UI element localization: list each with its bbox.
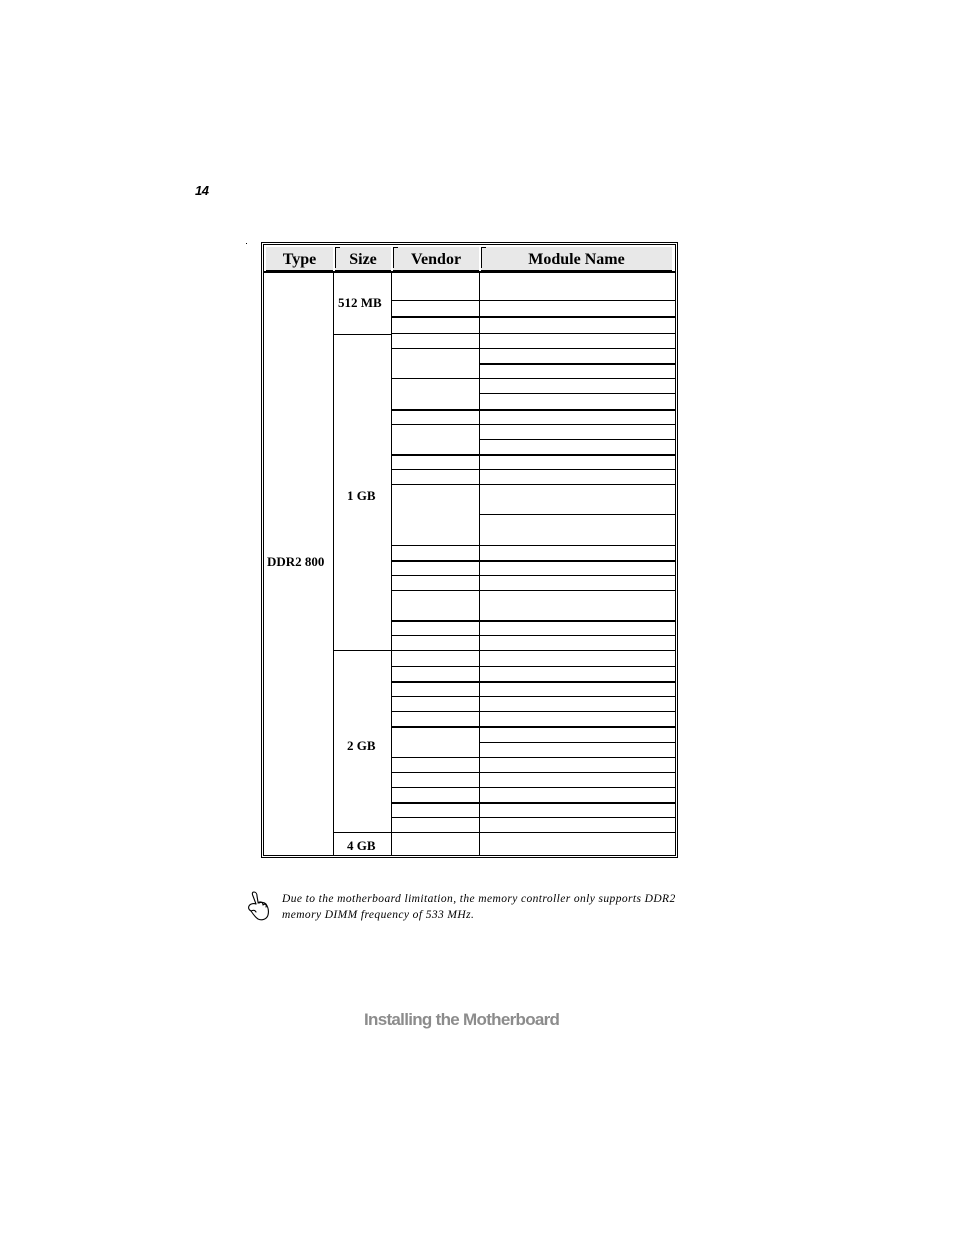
header-module-name: Module Name	[481, 247, 672, 271]
note-text: Due to the motherboard limitation, the memory controller only supports DDR2 memory DIMM frequency of 533 MHz.	[282, 893, 676, 921]
table-row-rule	[480, 363, 675, 365]
table-row-rule	[392, 484, 480, 485]
table-row-rule	[480, 454, 675, 456]
table-row-rule	[480, 635, 675, 636]
pointing-hand-icon	[245, 890, 271, 922]
header-rule	[264, 271, 675, 273]
size-cell-512mb: 512 MB	[338, 295, 382, 310]
table-row-rule	[392, 454, 480, 456]
table-row-rule	[392, 711, 480, 712]
table-row-rule	[392, 409, 480, 411]
table-row-rule	[392, 348, 480, 349]
table-row-rule	[480, 424, 675, 425]
table-row-rule	[480, 787, 675, 788]
header-divider	[393, 247, 398, 268]
table-row-rule	[392, 424, 480, 425]
size-cell-2gb: 2 GB	[347, 738, 376, 753]
table-row-rule	[480, 300, 675, 301]
page-number: 14	[195, 183, 209, 198]
table-row-rule	[392, 650, 480, 651]
size-group-rule	[334, 334, 392, 335]
table-row-rule	[392, 469, 480, 470]
table-row-rule	[392, 300, 480, 301]
table-row-rule	[480, 620, 675, 622]
size-group-rule	[334, 832, 392, 833]
footer-title: Installing the Motherboard	[364, 1010, 560, 1029]
table-row-rule	[480, 757, 675, 758]
table-row-rule	[392, 681, 480, 683]
header-divider	[335, 247, 340, 268]
table-row-rule	[480, 832, 675, 833]
size-column-divider	[391, 272, 392, 855]
table-row-rule	[480, 681, 675, 683]
table-row-rule	[480, 802, 675, 804]
size-cell-4gb: 4 GB	[347, 838, 376, 853]
table-row-rule	[480, 696, 675, 697]
table-row-rule	[480, 650, 675, 651]
table-row-rule	[392, 545, 480, 546]
table-row-rule	[392, 590, 480, 591]
table-row-rule	[480, 742, 675, 743]
table-row-rule	[480, 560, 675, 562]
table-row-rule	[392, 560, 480, 562]
size-group-rule	[334, 650, 392, 651]
table-row-rule	[480, 409, 675, 411]
table-row-rule	[392, 575, 480, 576]
table-row-rule	[392, 696, 480, 697]
table-row-rule	[392, 817, 480, 818]
table-row-rule	[392, 620, 480, 622]
table-row-rule	[480, 575, 675, 576]
table-row-rule	[480, 348, 675, 349]
table-row-rule	[392, 333, 480, 334]
table-row-rule	[480, 316, 675, 318]
table-row-rule	[392, 316, 480, 318]
table-row-rule	[480, 726, 675, 728]
table-row-rule	[480, 439, 675, 440]
table-row-rule	[480, 484, 675, 485]
table-row-rule	[480, 545, 675, 546]
table-row-rule	[392, 832, 480, 833]
header-divider	[481, 247, 486, 268]
table-row-rule	[392, 787, 480, 788]
stray-mark	[246, 243, 247, 244]
table-row-rule	[480, 514, 675, 515]
table-row-rule	[480, 590, 675, 591]
table-row-rule	[480, 333, 675, 334]
table-row-rule	[392, 802, 480, 804]
table-row-rule	[480, 469, 675, 470]
vendor-column-divider	[479, 272, 480, 855]
header-vendor: Vendor	[393, 247, 479, 271]
type-cell: DDR2 800	[267, 554, 325, 569]
table-row-rule	[480, 393, 675, 394]
size-cell-1gb: 1 GB	[347, 488, 376, 503]
table-row-rule	[392, 378, 480, 379]
table-row-rule	[480, 817, 675, 818]
table-row-rule	[480, 378, 675, 379]
table-row-rule	[392, 635, 480, 636]
table-row-rule	[480, 772, 675, 773]
table-row-rule	[392, 726, 480, 728]
table-row-rule	[392, 666, 480, 667]
table-row-rule	[480, 711, 675, 712]
type-column-divider	[333, 272, 334, 855]
header-type: Type	[266, 247, 333, 271]
memory-compatibility-table	[261, 242, 678, 858]
header-size: Size	[335, 247, 391, 271]
table-row-rule	[392, 772, 480, 773]
table-row-rule	[480, 666, 675, 667]
table-row-rule	[392, 757, 480, 758]
